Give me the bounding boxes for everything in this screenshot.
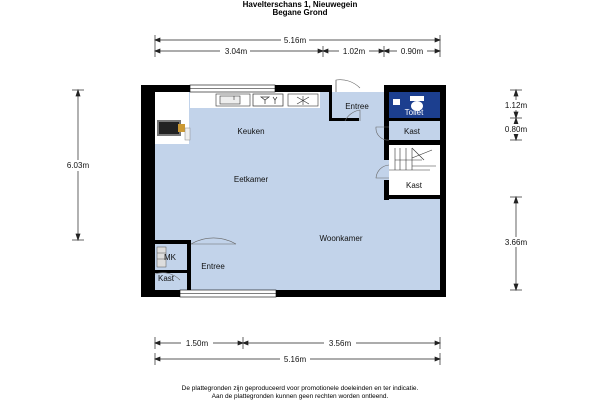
fridge-icon <box>185 128 190 140</box>
room-label-kast-top: Kast <box>403 127 421 136</box>
floor-title: Begane Grond <box>272 8 328 17</box>
dim-top-right: 0.90m <box>400 47 424 56</box>
dim-bottom-left: 1.50m <box>185 339 209 348</box>
kitchen-sink-icon <box>216 94 250 106</box>
oven-icon <box>157 120 185 136</box>
dim-top-mid: 1.02m <box>342 47 366 56</box>
address-title: Havelterschans 1, Nieuwegein <box>242 0 358 9</box>
dim-right-3: 3.66m <box>504 238 528 247</box>
kitchen-counter-left <box>155 92 189 144</box>
wine-glass-icon <box>253 94 283 106</box>
room-label-kast-bottom: Kast <box>157 274 175 283</box>
dim-top-total: 5.16m <box>283 36 307 45</box>
dim-left-height: 6.03m <box>66 161 90 170</box>
room-label-eetkamer: Eetkamer <box>233 175 269 184</box>
room-label-woonkamer: Woonkamer <box>319 234 363 243</box>
footer-disclaimer-2: Aan de plattegronden kunnen geen rechten worden ontleend. <box>211 393 389 400</box>
dim-right-1: 1.12m <box>504 101 528 110</box>
dim-bottom-total: 5.16m <box>283 355 307 364</box>
dim-top-left: 3.04m <box>224 47 248 56</box>
room-label-entree-bottom: Entree <box>201 262 225 271</box>
room-label-kast-stair: Kast <box>405 181 423 190</box>
stove-icon <box>288 94 318 106</box>
dim-bottom-right: 3.56m <box>328 339 352 348</box>
dim-right-2: 0.80m <box>504 125 528 134</box>
room-fills <box>155 92 440 290</box>
room-label-entree-top: Entree <box>345 102 369 111</box>
footer-disclaimer-1: De plattegronden zijn geproduceerd voor promotionele doeleinden en ter indicatie. <box>181 385 419 392</box>
room-label-toilet: Toilet <box>404 108 424 117</box>
room-label-keuken: Keuken <box>237 127 265 136</box>
room-label-mk: MK <box>164 253 176 262</box>
